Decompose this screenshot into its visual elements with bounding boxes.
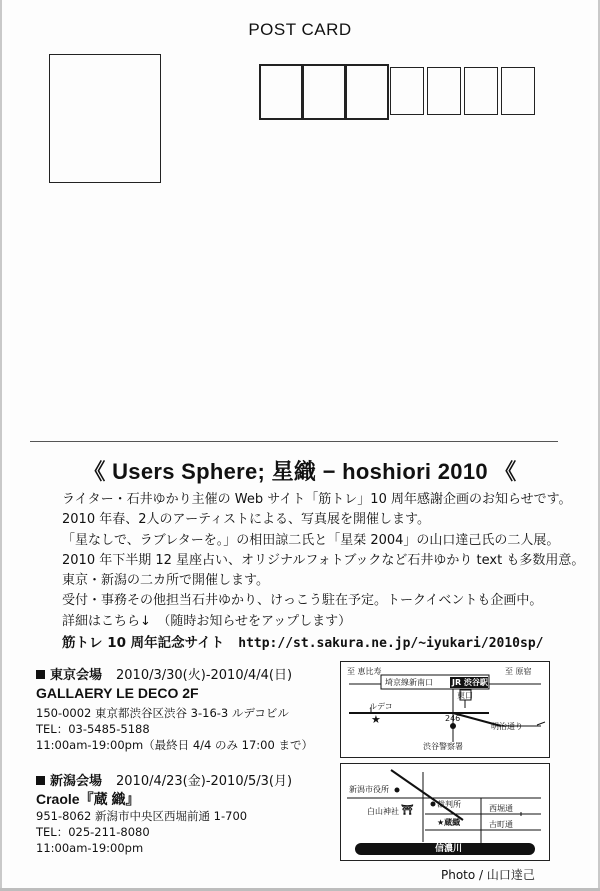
map-label-meiji: 明治通り	[491, 722, 523, 731]
map-label-furumachi: 古町通	[489, 820, 513, 829]
photo-credit: Photo / 山口達己	[441, 868, 535, 882]
niigata-map	[340, 763, 550, 861]
niigata-date: 2010/4/23(金)-2010/5/3(月)	[116, 774, 293, 789]
site-label: 筋トレ 10 周年記念サイト	[62, 635, 225, 651]
niigata-address: 951-8062 新潟市中央区西堀前通 1-700	[36, 809, 248, 823]
niigata-venue-info	[36, 808, 247, 856]
niigata-tel: TEL：025-211-8080	[36, 825, 150, 839]
map-label-harajuku: 至 原宿	[505, 667, 532, 676]
postal-code-box-7	[501, 67, 535, 115]
intro-text	[62, 490, 585, 632]
site-line	[62, 631, 544, 651]
map-label-saikyo: 埼京線新南口	[385, 678, 433, 687]
postal-code-box-1	[259, 64, 303, 120]
map-label-city-hall: 新潟市役所	[349, 785, 389, 794]
site-url: http://st.sakura.ne.jp/~iyukari/2010sp/	[238, 636, 544, 651]
tokyo-date: 2010/3/30(火)-2010/4/4(日)	[116, 668, 293, 683]
map-label-east-exit: 東口	[457, 691, 473, 700]
postal-code-box-4	[390, 67, 424, 115]
tokyo-tel: TEL：03-5485-5188	[36, 722, 150, 736]
star-marker-icon: ★	[371, 713, 381, 726]
tokyo-venue-info	[36, 705, 313, 753]
intro-line: 「星なしで、ラブレターを。」の相田諒二氏と「星栞 2004」の山口達己氏の二人展。	[62, 532, 560, 548]
postal-code-box-6	[464, 67, 498, 115]
postal-code-box-3	[345, 64, 389, 120]
map-label-court: 裁判所	[437, 800, 461, 809]
map-label-ebisu: 至 恵比寿	[347, 667, 382, 676]
card-left-edge	[0, 0, 2, 891]
niigata-venue-heading	[36, 770, 292, 789]
map-label-route: 246	[445, 714, 461, 723]
tokyo-hours: 11:00am-19:00pm（最終日 4/4 のみ 17:00 まで）	[36, 738, 313, 752]
tokyo-label: 東京会場	[50, 668, 103, 683]
tokyo-address: 150-0002 東京都渋谷区渋谷 3-16-3 ルデコビル	[36, 706, 289, 720]
map-label-station: JR 渋谷駅	[452, 678, 488, 687]
tokyo-venue-heading	[36, 664, 292, 683]
intro-line: 2010 年春、2人のアーティストによる、写真展を開催します。	[62, 512, 431, 528]
postcard-title: POST CARD	[248, 20, 352, 39]
stamp-box	[49, 54, 161, 183]
intro-line: 受付・事務その他担当石井ゆかり、けっこう駐在予定。トークイベントも企画中。	[62, 593, 543, 609]
headline: 《 Users Sphere; 星織 − hoshiori 2010 《	[83, 459, 517, 484]
postal-code-box-5	[427, 67, 461, 115]
niigata-hours: 11:00am-19:00pm	[36, 841, 144, 855]
map-label-nishibori: 西堀通	[489, 804, 513, 813]
square-bullet-icon	[36, 776, 45, 785]
torii-icon: ⛩	[401, 805, 414, 816]
map-label-ledeco: ルデコ	[369, 702, 393, 711]
tokyo-venue-name: GALLAERY LE DECO 2F	[36, 685, 199, 701]
map-label-river: 信濃川	[435, 844, 463, 854]
address-divider	[30, 441, 558, 442]
intro-line: 東京・新潟の二カ所で開催します。	[62, 573, 269, 589]
map-label-venue: ★蔵織	[437, 818, 461, 827]
map-label-police: 渋谷警察署	[423, 742, 463, 751]
niigata-label: 新潟会場	[50, 774, 103, 789]
square-bullet-icon	[36, 670, 45, 679]
postal-code-box-2	[302, 64, 346, 120]
tokyo-map	[340, 661, 550, 758]
intro-line: 詳細はこちら↓ （随時お知らせをアップします）	[62, 613, 352, 629]
niigata-venue-name: Craole『蔵 織』	[36, 791, 140, 807]
intro-line: 2010 年下半期 12 星座占い、オリジナルフォトブックなど石井ゆかり text も多数用意。	[62, 552, 585, 568]
map-label-shrine: 白山神社	[367, 807, 399, 816]
intro-line: ライター・石井ゆかり主催の Web サイト「筋トレ」10 周年感謝企画のお知らせです。	[62, 492, 572, 507]
